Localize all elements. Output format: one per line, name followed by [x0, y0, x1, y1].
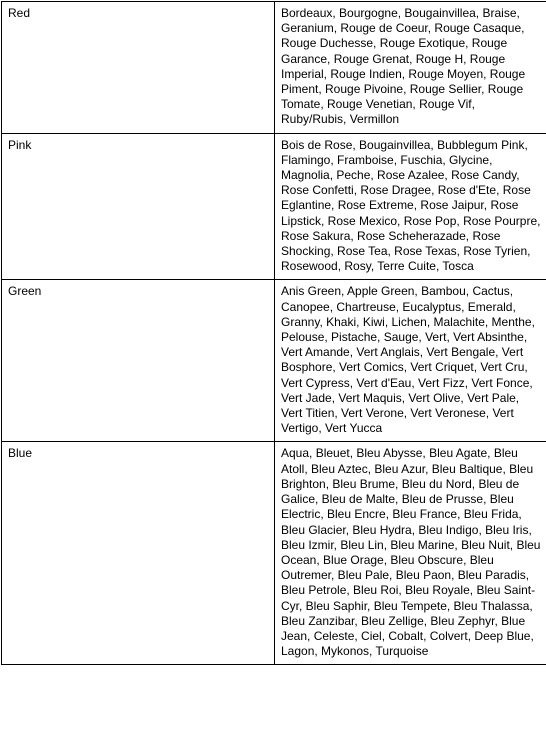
table-row-red — [2, 2, 546, 134]
color-names-cell: Bois de Rose, Bougainvillea, Bubblegum Pink, Flamingo, Framboise, Fuschia, Glycine, Magnolia, Peche, Rose Azalee, Rose Candy, Rose Confetti, Rose Dragee, Rose d'Ete, Rose Eglantine, Rose Extreme, Rose Jaipur, Rose Lipstick, Rose Mexico, Rose Pop, Rose Pourpre, Rose Sakura, Rose Scheherazade, Rose Shocking, Rose Tea, Rose Texas, Rose Tyrien, Rosewood, Rosy, Terre Cuite, Tosca — [275, 133, 546, 280]
color-names-table — [1, 1, 546, 665]
color-names-cell: Bordeaux, Bourgogne, Bougainvillea, Braise, Geranium, Rouge de Coeur, Rouge Casaque, Rouge Duchesse, Rouge Exotique, Rouge Garance, Rouge Grenat, Rouge H, Rouge Imperial, Rouge Indien, Rouge Moyen, Rouge Piment, Rouge Pivoine, Rouge Sellier, Rouge Tomate, Rouge Venetian, Rouge Vif, Ruby/Rubis, Vermillon — [275, 2, 546, 134]
color-names-cell: Aqua, Bleuet, Bleu Abysse, Bleu Agate, Bleu Atoll, Bleu Aztec, Bleu Azur, Bleu Baltique, Bleu Brighton, Bleu Brume, Bleu du Nord, Bleu de Galice, Bleu de Malte, Bleu de Prusse, Bleu Electric, Bleu Encre, Bleu France, Bleu Frida, Bleu Glacier, Bleu Hydra, Bleu Indigo, Bleu Iris, Bleu Izmir, Bleu Lin, Bleu Marine, Bleu Nuit, Bleu Ocean, Blue Orage, Bleu Obscure, Bleu Outremer, Bleu Pale, Bleu Paon, Bleu Paradis, Bleu Petrole, Bleu Roi, Bleu Royale, Bleu Saint-Cyr, Bleu Saphir, Bleu Tempete, Bleu Thalassa, Bleu Zanzibar, Bleu Zellige, Bleu Zephyr, Blue Jean, Celeste, Ciel, Cobalt, Colvert, Deep Blue, Lagon, Mykonos, Turquoise — [275, 442, 546, 665]
color-category-cell: Blue — [2, 442, 275, 665]
color-names-cell: Anis Green, Apple Green, Bambou, Cactus, Canopee, Chartreuse, Eucalyptus, Emerald, Granny, Khaki, Kiwi, Lichen, Malachite, Menthe, Pelouse, Pistache, Sauge, Vert, Vert Absinthe, Vert Amande, Vert Anglais, Vert Bengale, Vert Bosphore, Vert Comics, Vert Criquet, Vert Cru, Vert Cypress, Vert d'Eau, Vert Fizz, Vert Fonce, Vert Jade, Vert Maquis, Vert Olive, Vert Pale, Vert Titien, Vert Verone, Vert Veronese, Vert Vertigo, Vert Yucca — [275, 280, 546, 442]
color-category-cell: Pink — [2, 133, 275, 280]
table-row-green — [2, 280, 546, 442]
color-category-cell: Green — [2, 280, 275, 442]
table-row-blue — [2, 442, 546, 665]
table-row-pink — [2, 133, 546, 280]
color-category-cell: Red — [2, 2, 275, 134]
